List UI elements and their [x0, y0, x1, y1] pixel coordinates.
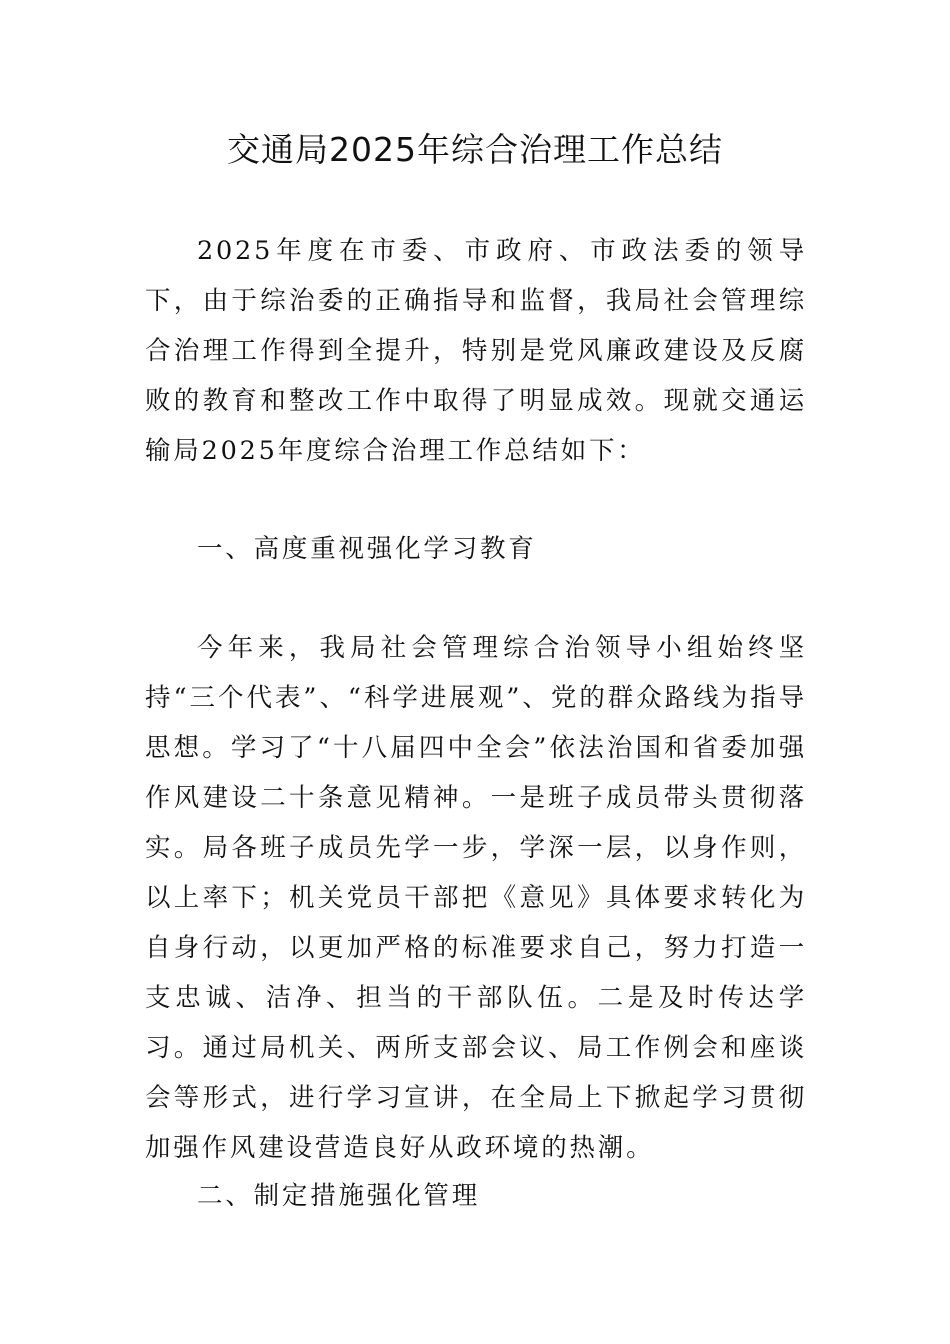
section-heading-2: 二、制定措施强化管理	[197, 1181, 481, 1211]
intro-paragraph: 2025年度在市委、市政府、市政法委的领导下，由于综治委的正确指导和监督，我局社会管理综合治理工作得到全提升，特别是党风廉政建设及反腐败的教育和整改工作中取得了明显成效。现就交通运输局2025年度综合治理工作总结如下：	[145, 236, 807, 466]
document-title: 交通局2025年综合治理工作总结	[227, 130, 723, 169]
section-heading-1: 一、高度重视强化学习教育	[197, 534, 537, 564]
section-body-1: 今年来，我局社会管理综合治领导小组始终坚持“三个代表”、“科学进展观”、党的群众路线为指导思想。学习了“十八届四中全会”依法治国和省委加强作风建设二十条意见精神。一是班子成员带头贯彻落实。局各班子成员先学一步，学深一层，以身作则，以上率下；机关党员干部把《意见》具体要求转化为自身行动，以更加严格的标准要求自己，努力打造一支忠诚、洁净、担当的干部队伍。二是及时传达学习。通过局机关、两所支部会议、局工作例会和座谈会等形式，进行学习宣讲，在全局上下掀起学习贯彻加强作风建设营造良好从政环境的热潮。	[145, 633, 807, 1163]
